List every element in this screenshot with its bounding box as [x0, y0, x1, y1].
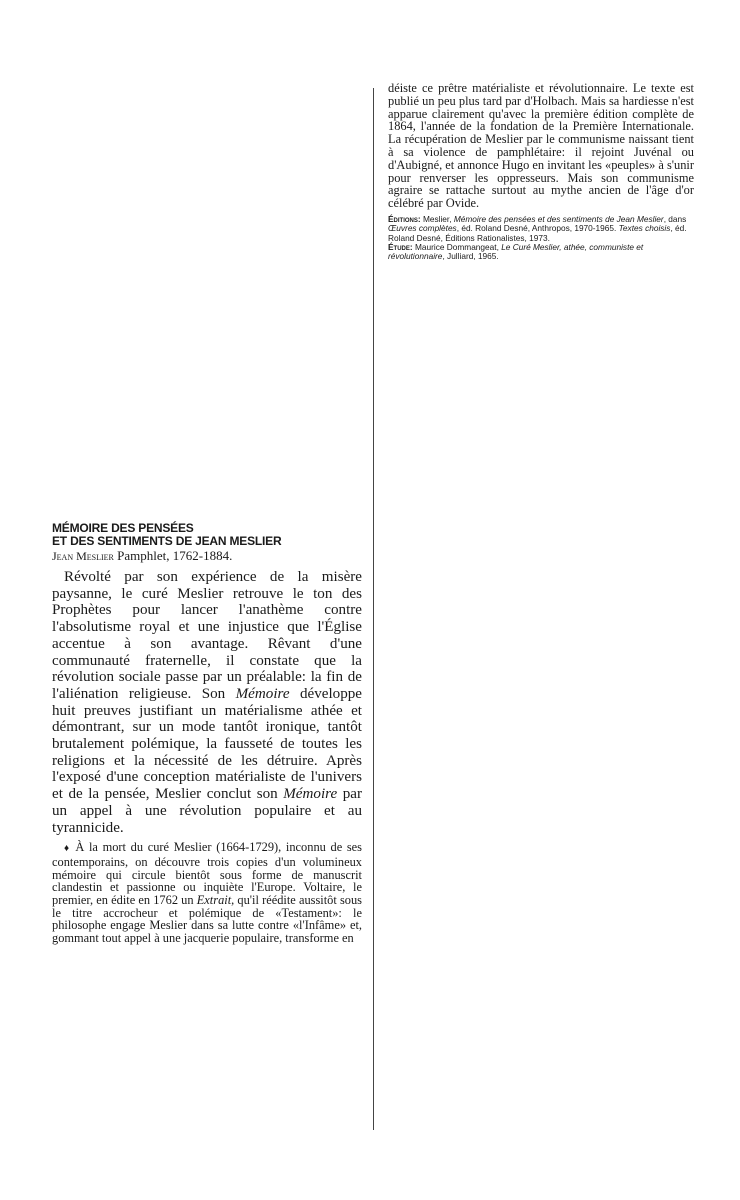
- right-column: [388, 82, 694, 261]
- editions-title: Mémoire des pensées et des sentiments de Jean Meslier: [453, 213, 664, 224]
- editions-text: , éd. Roland Desné, Éditions Rationalistes, 1973.: [388, 223, 687, 243]
- note-text: À la mort du curé Meslier (1664-1729), inconnu de ses contemporains, on découvre trois copies d'un volumineux mémoire qui circule bientôt sous forme de manuscrit clandestin et passionne ou inquiète l'Europe. Voltaire, le premier, en édite en 1762 un: [52, 840, 363, 908]
- entry-title-line1: MÉMOIRE DES PENSÉES: [52, 521, 194, 535]
- summary-text: par un appel à une révolution populaire et au tyrannicide.: [52, 786, 362, 836]
- etude-reference: [388, 243, 694, 262]
- summary-text: développe huit preuves justifiant un matérialisme athée et démontrant, sur un mode tantôt ironique, tantôt brutalement polémique, la fausseté de toutes les religions et la nécessité de les détruire. Après l'exposé d'une conception matérialiste de l'univers et de la pensée, Meslier conclut son: [52, 685, 362, 803]
- editions-label: Éditions:: [388, 213, 421, 224]
- editions-title: Œuvres complètes: [388, 223, 457, 234]
- entry-title: [52, 522, 362, 548]
- editions-reference: [388, 215, 694, 243]
- editions-title: Textes choisis: [618, 223, 671, 234]
- editions-text: , dans: [663, 213, 687, 224]
- column-divider: [373, 88, 374, 1130]
- etude-text: , Julliard, 1965.: [442, 251, 499, 262]
- left-column: [52, 522, 362, 945]
- editions-text: Meslier,: [420, 213, 454, 224]
- entry-note: [52, 841, 362, 945]
- genre-dates: Pamphlet, 1762-1884.: [113, 548, 233, 563]
- summary-text: Révolté par son expérience de la misère paysanne, le curé Meslier retrouve le ton des Prophètes pour lancer l'anathème contre l'absolutisme royal et une injustice que l'Église accentue à son avantage. Rêvant d'une communauté fraternelle, il constate que la révolution sociale passe par un préalable: la fin de l'aliénation religieuse. Son: [52, 569, 362, 702]
- references: [388, 215, 694, 261]
- entry-byline: [52, 549, 362, 563]
- editions-text: , éd. Roland Desné, Anthropos, 1970-1965.: [456, 223, 619, 234]
- work-title: Mémoire: [235, 685, 290, 702]
- etude-label: Étude:: [388, 241, 413, 252]
- entry-summary: [52, 569, 362, 836]
- note-continuation: déiste ce prêtre matérialiste et révolutionnaire. Le texte est publié un peu plus tard par d'Holbach. Mais sa hardiesse n'est apparue clairement qu'avec la première édition complète de 1864, l'année de la fondation de la Première Internationale. La récupération de Meslier par le communisme naissant tient à sa violence de pamphlétaire: il rejoint Juvénal ou d'Aubigné, et annonce Hugo en invitant les «peuples» à s'unir pour renverser les oppresseurs. Mais son communisme agraire se rattache surtout au mythe ancien de l'âge d'or célébré par Ovide.: [388, 81, 694, 211]
- etude-text: Maurice Dommangeat,: [412, 241, 502, 252]
- author-name: Jean Meslier: [52, 549, 114, 563]
- extract-title: Extrait: [196, 893, 232, 908]
- entry-title-line2: ET DES SENTIMENTS DE JEAN MESLIER: [52, 534, 282, 548]
- bullet-icon: ♦: [64, 843, 71, 855]
- etude-title: Le Curé Meslier, athée, communiste et révolutionnaire: [388, 241, 644, 262]
- work-title: Mémoire: [283, 786, 338, 803]
- note-text: , qu'il réédite aussitôt sous le titre accrocheur et polémique de «Testament»: le philosophe engage Meslier dans sa lutte contre «l'Infâme» et, gommant tout appel à une jacquerie populaire, transforme en: [52, 893, 362, 946]
